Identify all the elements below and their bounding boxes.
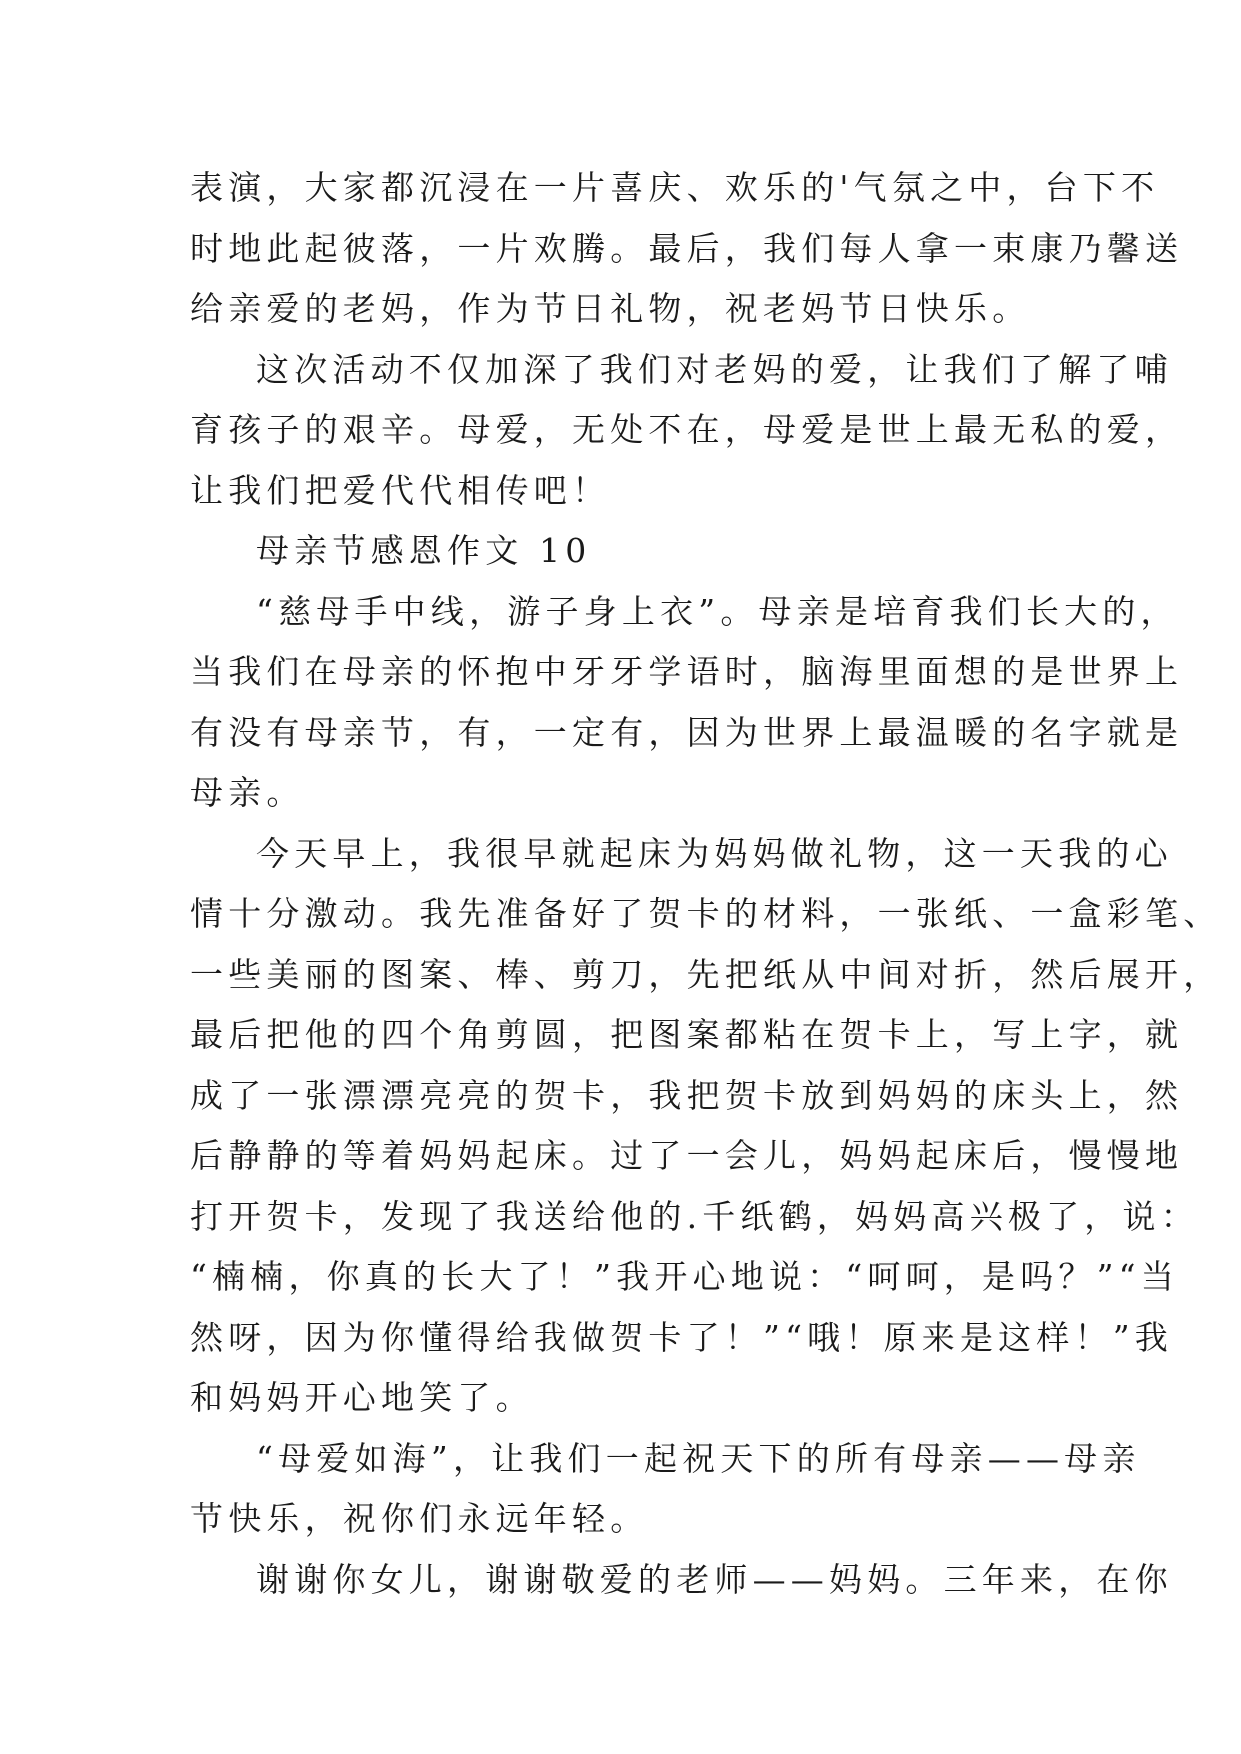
section-heading: 母亲节感恩作文 10 [256, 531, 592, 570]
text-line: 育孩子的艰辛。母爱，无处不在，母爱是世上最无私的爱， [190, 410, 1184, 449]
text-line: 这次活动不仅加深了我们对老妈的爱，让我们了解了哺 [256, 349, 1173, 389]
text-line: 当我们在母亲的怀抱中牙牙学语时，脑海里面想的是世界上 [190, 652, 1184, 691]
text-line: “母爱如海”，让我们一起祝天下的所有母亲——母亲 [256, 1438, 1141, 1478]
text-line: 节快乐，祝你们永远年轻。 [190, 1499, 649, 1538]
text-line: 让我们把爱代代相传吧！ [190, 470, 611, 510]
document-body [190, 158, 1222, 1610]
text-line: 打开贺卡，发现了我送给他的.千纸鹤，妈妈高兴极了，说： [190, 1196, 1199, 1236]
text-line: 给亲爱的老妈，作为节日礼物，祝老妈节日快乐。 [190, 289, 1031, 328]
text-line: 母亲。 [190, 773, 305, 812]
text-line: 今天早上，我很早就起床为妈妈做礼物，这一天我的心 [256, 833, 1173, 873]
text-line: 和妈妈开心地笑了。 [190, 1378, 534, 1417]
text-line: 表演，大家都沉浸在一片喜庆、欢乐的'气氛之中，台下不 [190, 168, 1160, 207]
text-line: 情十分激动。我先准备好了贺卡的材料，一张纸、一盒彩笔、 [190, 894, 1222, 933]
text-line: 时地此起彼落，一片欢腾。最后，我们每人拿一束康乃馨送 [190, 228, 1184, 268]
text-line: 后静静的等着妈妈起床。过了一会儿，妈妈起床后，慢慢地 [190, 1136, 1184, 1175]
text-line: 然呀，因为你懂得给我做贺卡了！”“哦！原来是这样！”我 [190, 1317, 1174, 1357]
text-line: 成了一张漂漂亮亮的贺卡，我把贺卡放到妈妈的床头上，然 [190, 1075, 1184, 1115]
text-line: 最后把他的四个角剪圆，把图案都粘在贺卡上，写上字，就 [190, 1015, 1184, 1054]
text-line: 谢谢你女儿，谢谢敬爱的老师——妈妈。三年来，在你 [256, 1559, 1173, 1599]
text-line: 一些美丽的图案、棒、剪刀，先把纸从中间对折，然后展开， [190, 954, 1222, 994]
text-line: “慈母手中线，游子身上衣”。母亲是培育我们长大的， [256, 591, 1179, 631]
text-line: “楠楠，你真的长大了！”我开心地说：“呵呵，是吗？”“当 [190, 1257, 1179, 1296]
text-line: 有没有母亲节，有，一定有，因为世界上最温暖的名字就是 [190, 712, 1184, 752]
